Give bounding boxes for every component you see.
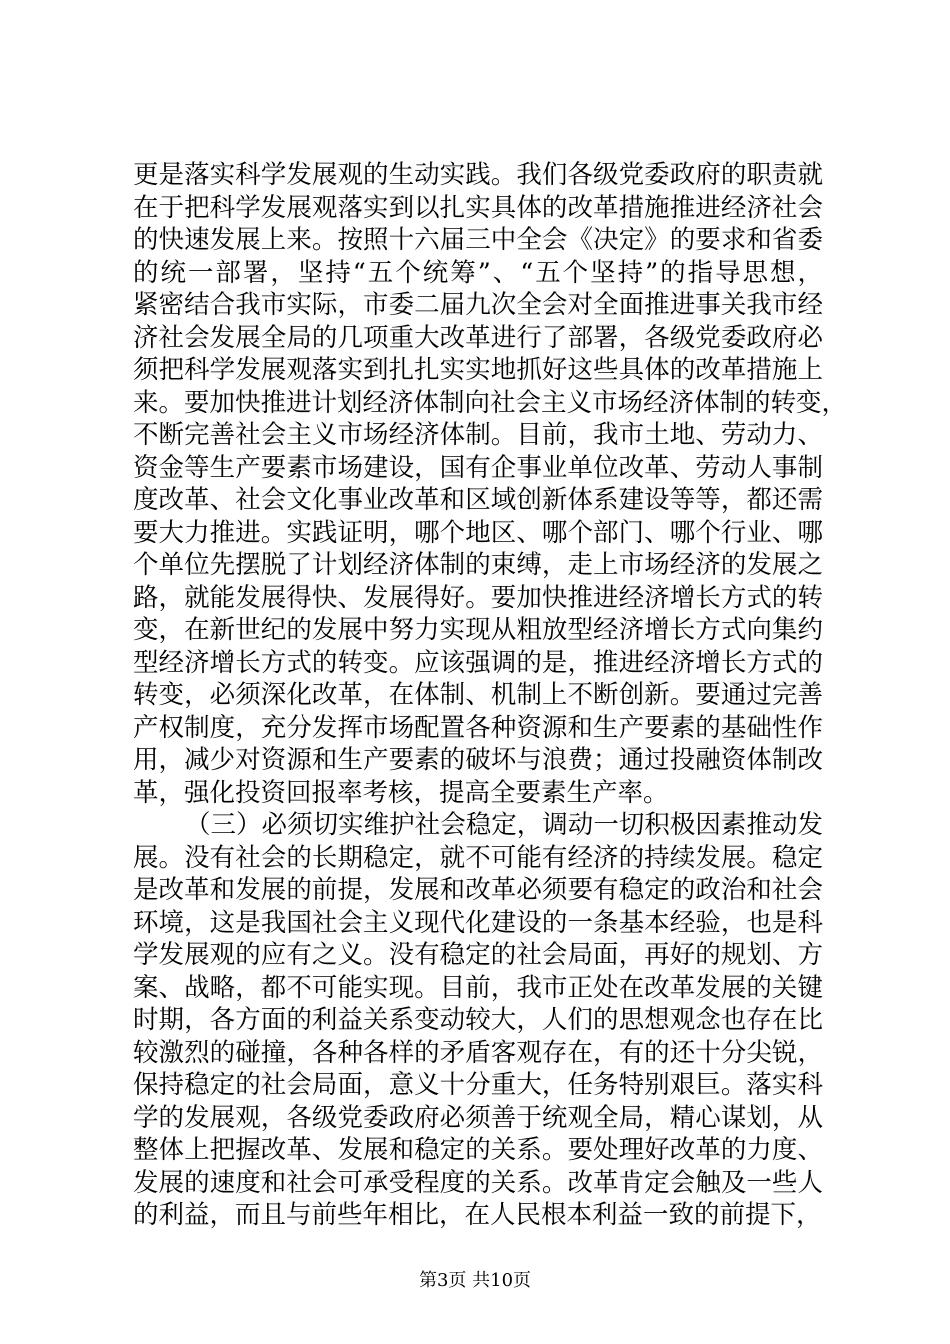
page-footer: 第3页 共10页 — [418, 1270, 532, 1291]
paragraph — [133, 159, 848, 809]
text-line: 案、战略，都不可能实现。目前，我市正处在改革发展的关键 — [133, 972, 823, 1003]
text-line: 用，减少对资源和生产要素的破坏与浪费；通过投融资体制改 — [133, 745, 823, 775]
text-line: 转变，必须深化改革，在体制、机制上不断创新。要通过完善 — [133, 680, 823, 710]
text-line: 要大力推进。实践证明，哪个地区、哪个部门、哪个行业、哪 — [133, 517, 823, 548]
text-line: 发展的速度和社会可承受程度的关系。改革肯定会触及一些人 — [133, 1167, 823, 1198]
document-body — [133, 159, 848, 1232]
text-line: 的统一部署，坚持“五个统筹”、“五个坚持”的指导思想， — [133, 257, 823, 288]
text-line: 济社会发展全局的几项重大改革进行了部署，各级党委政府必 — [133, 322, 823, 353]
text-line: 时期，各方面的利益关系变动较大，人们的思想观念也存在比 — [133, 1005, 823, 1035]
text-line: 紧密结合我市实际，市委二届九次全会对全面推进事关我市经 — [133, 290, 823, 320]
text-line: 度改革、社会文化事业改革和区域创新体系建设等等，都还需 — [133, 485, 823, 515]
text-line: 个单位先摆脱了计划经济体制的束缚，走上市场经济的发展之 — [133, 550, 823, 580]
text-line: 资金等生产要素市场建设，国有企事业单位改革、劳动人事制 — [133, 452, 823, 483]
text-line: 革，强化投资回报率考核，提高全要素生产率。 — [133, 777, 669, 808]
text-line: 在于把科学发展观落实到以扎实具体的改革措施推进经济社会 — [133, 192, 823, 223]
text-line: 不断完善社会主义市场经济体制。目前，我市土地、劳动力、 — [133, 420, 823, 450]
text-line: 较激烈的碰撞，各种各样的矛盾客观存在，有的还十分尖锐， — [133, 1037, 823, 1068]
text-line: 环境，这是我国社会主义现代化建设的一条基本经验，也是科 — [133, 907, 823, 938]
text-line: 产权制度，充分发挥市场配置各种资源和生产要素的基础性作 — [133, 712, 823, 743]
text-line: （三）必须切实维护社会稳定，调动一切积极因素推动发 — [185, 810, 823, 840]
paragraph — [133, 809, 823, 1232]
text-line: 更是落实科学发展观的生动实践。我们各级党委政府的职责就 — [133, 160, 823, 190]
text-line: 学发展观的应有之义。没有稳定的社会局面，再好的规划、方 — [133, 940, 823, 970]
text-line: 型经济增长方式的转变。应该强调的是，推进经济增长方式的 — [133, 647, 823, 678]
text-line: 路，就能发展得快、发展得好。要加快推进经济增长方式的转 — [133, 582, 823, 613]
text-line: 变，在新世纪的发展中努力实现从粗放型经济增长方式向集约 — [133, 615, 823, 645]
text-line: 保持稳定的社会局面，意义十分重大，任务特别艰巨。落实科 — [133, 1070, 823, 1100]
text-line: 来。要加快推进计划经济体制向社会主义市场经济体制的转变， — [133, 387, 848, 418]
text-line: 展。没有社会的长期稳定，就不可能有经济的持续发展。稳定 — [133, 842, 823, 873]
text-line: 是改革和发展的前提，发展和改革必须要有稳定的政治和社会 — [133, 875, 823, 905]
text-line: 须把科学发展观落实到扎扎实实地抓好这些具体的改革措施上 — [133, 355, 823, 385]
text-line: 的快速发展上来。按照十六届三中全会《决定》的要求和省委 — [133, 225, 823, 255]
text-line: 的利益，而且与前些年相比，在人民根本利益一致的前提下， — [133, 1200, 822, 1230]
text-line: 学的发展观，各级党委政府必须善于统观全局，精心谋划，从 — [133, 1102, 823, 1133]
text-line: 整体上把握改革、发展和稳定的关系。要处理好改革的力度、 — [133, 1135, 823, 1165]
